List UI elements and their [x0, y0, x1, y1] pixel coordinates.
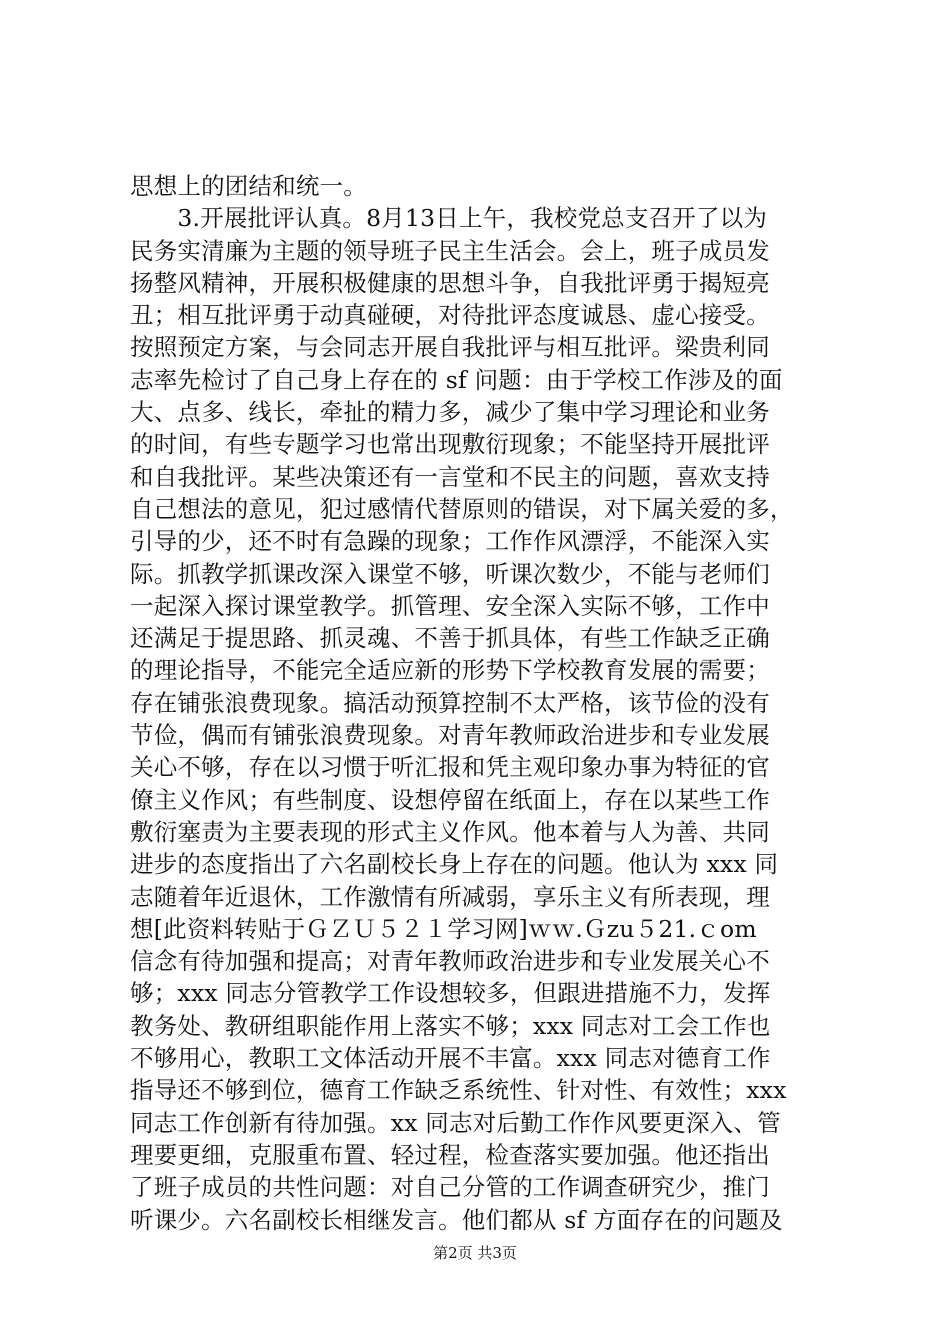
- text-line: 够；xxx 同志分管教学工作设想较多，但跟进措施不力，发挥: [130, 979, 771, 1008]
- text-line: 按照预定方案，与会同志开展自我批评与相互批评。梁贵利同: [130, 333, 770, 362]
- text-line: 的理论指导，不能完全适应新的形势下学校教育发展的需要；: [130, 656, 770, 685]
- text-line: 教务处、教研组职能作用上落实不够；xxx 同志对工会工作也: [130, 1011, 771, 1040]
- text-line: 了班子成员的共性问题：对自己分管的工作调查研究少，推门: [130, 1173, 770, 1202]
- text-line: 进步的态度指出了六名副校长身上存在的问题。他认为 xxx 同: [130, 850, 779, 879]
- body-text: [130, 170, 830, 1236]
- text-line: 际。抓教学抓课改深入课堂不够，听课次数少，不能与老师们: [130, 559, 770, 588]
- page-footer: 第2页 共3页: [433, 1244, 517, 1262]
- text-line: 想[此资料转贴于ＧＺＵ５２１学习网]ｗｗ.Ｇzu５21.ｃom: [130, 914, 757, 943]
- text-line: 自己想法的意见，犯过感情代替原则的错误，对下属关爱的多，: [130, 494, 794, 523]
- text-line: 一起深入探讨课堂教学。抓管理、安全深入实际不够，工作中: [130, 591, 770, 620]
- text-line: 民务实清廉为主题的领导班子民主生活会。会上，班子成员发: [130, 236, 770, 265]
- text-line: 志率先检讨了自己身上存在的 sf 问题：由于学校工作涉及的面: [130, 365, 783, 394]
- text-line: 大、点多、线长，牵扯的精力多，减少了集中学习理论和业务: [130, 398, 770, 427]
- text-line: 听课少。六名副校长相继发言。他们都从 sf 方面存在的问题及: [130, 1205, 783, 1234]
- text-line: 节俭，偶而有铺张浪费现象。对青年教师政治进步和专业发展: [130, 721, 770, 750]
- text-line: 关心不够，存在以习惯于听汇报和凭主观印象办事为特征的官: [130, 753, 770, 782]
- text-line: 存在铺张浪费现象。搞活动预算控制不太严格，该节俭的没有: [130, 688, 770, 717]
- text-line: 不够用心，教职工文体活动开展不丰富。xxx 同志对德育工作: [130, 1044, 771, 1073]
- text-line: 指导还不够到位，德育工作缺乏系统性、针对性、有效性；xxx: [130, 1076, 787, 1105]
- text-line: 和自我批评。某些决策还有一言堂和不民主的问题，喜欢支持: [130, 462, 770, 491]
- text-line: 扬整风精神，开展积极健康的思想斗争，自我批评勇于揭短亮: [130, 268, 770, 297]
- text-line: 信念有待加强和提高；对青年教师政治进步和专业发展关心不: [130, 947, 770, 976]
- text-line: 理要更细，克服重布置、轻过程，检查落实要加强。他还指出: [130, 1140, 770, 1169]
- text-line: 敷衍塞责为主要表现的形式主义作风。他本着与人为善、共同: [130, 817, 770, 846]
- text-line: 还满足于提思路、抓灵魂、不善于抓具体，有些工作缺乏正确: [130, 624, 770, 653]
- text-line: 的时间，有些专题学习也常出现敷衍现象；不能坚持开展批评: [130, 430, 770, 459]
- text-line: 同志工作创新有待加强。xx 同志对后勤工作作风要更深入、管: [130, 1108, 781, 1137]
- text-line: 丑；相互批评勇于动真碰硬，对待批评态度诚恳、虚心接受。: [130, 301, 770, 330]
- text-line: 3.开展批评认真。8月13日上午，我校党总支召开了以为: [130, 204, 768, 233]
- text-line: 志随着年近退休，工作激情有所减弱，享乐主义有所表现，理: [130, 882, 770, 911]
- text-line: 思想上的团结和统一。: [130, 172, 367, 200]
- text-line: 引导的少，还不时有急躁的现象；工作作风漂浮，不能深入实: [130, 527, 770, 556]
- text-line: 僚主义作风；有些制度、设想停留在纸面上，存在以某些工作: [130, 785, 770, 814]
